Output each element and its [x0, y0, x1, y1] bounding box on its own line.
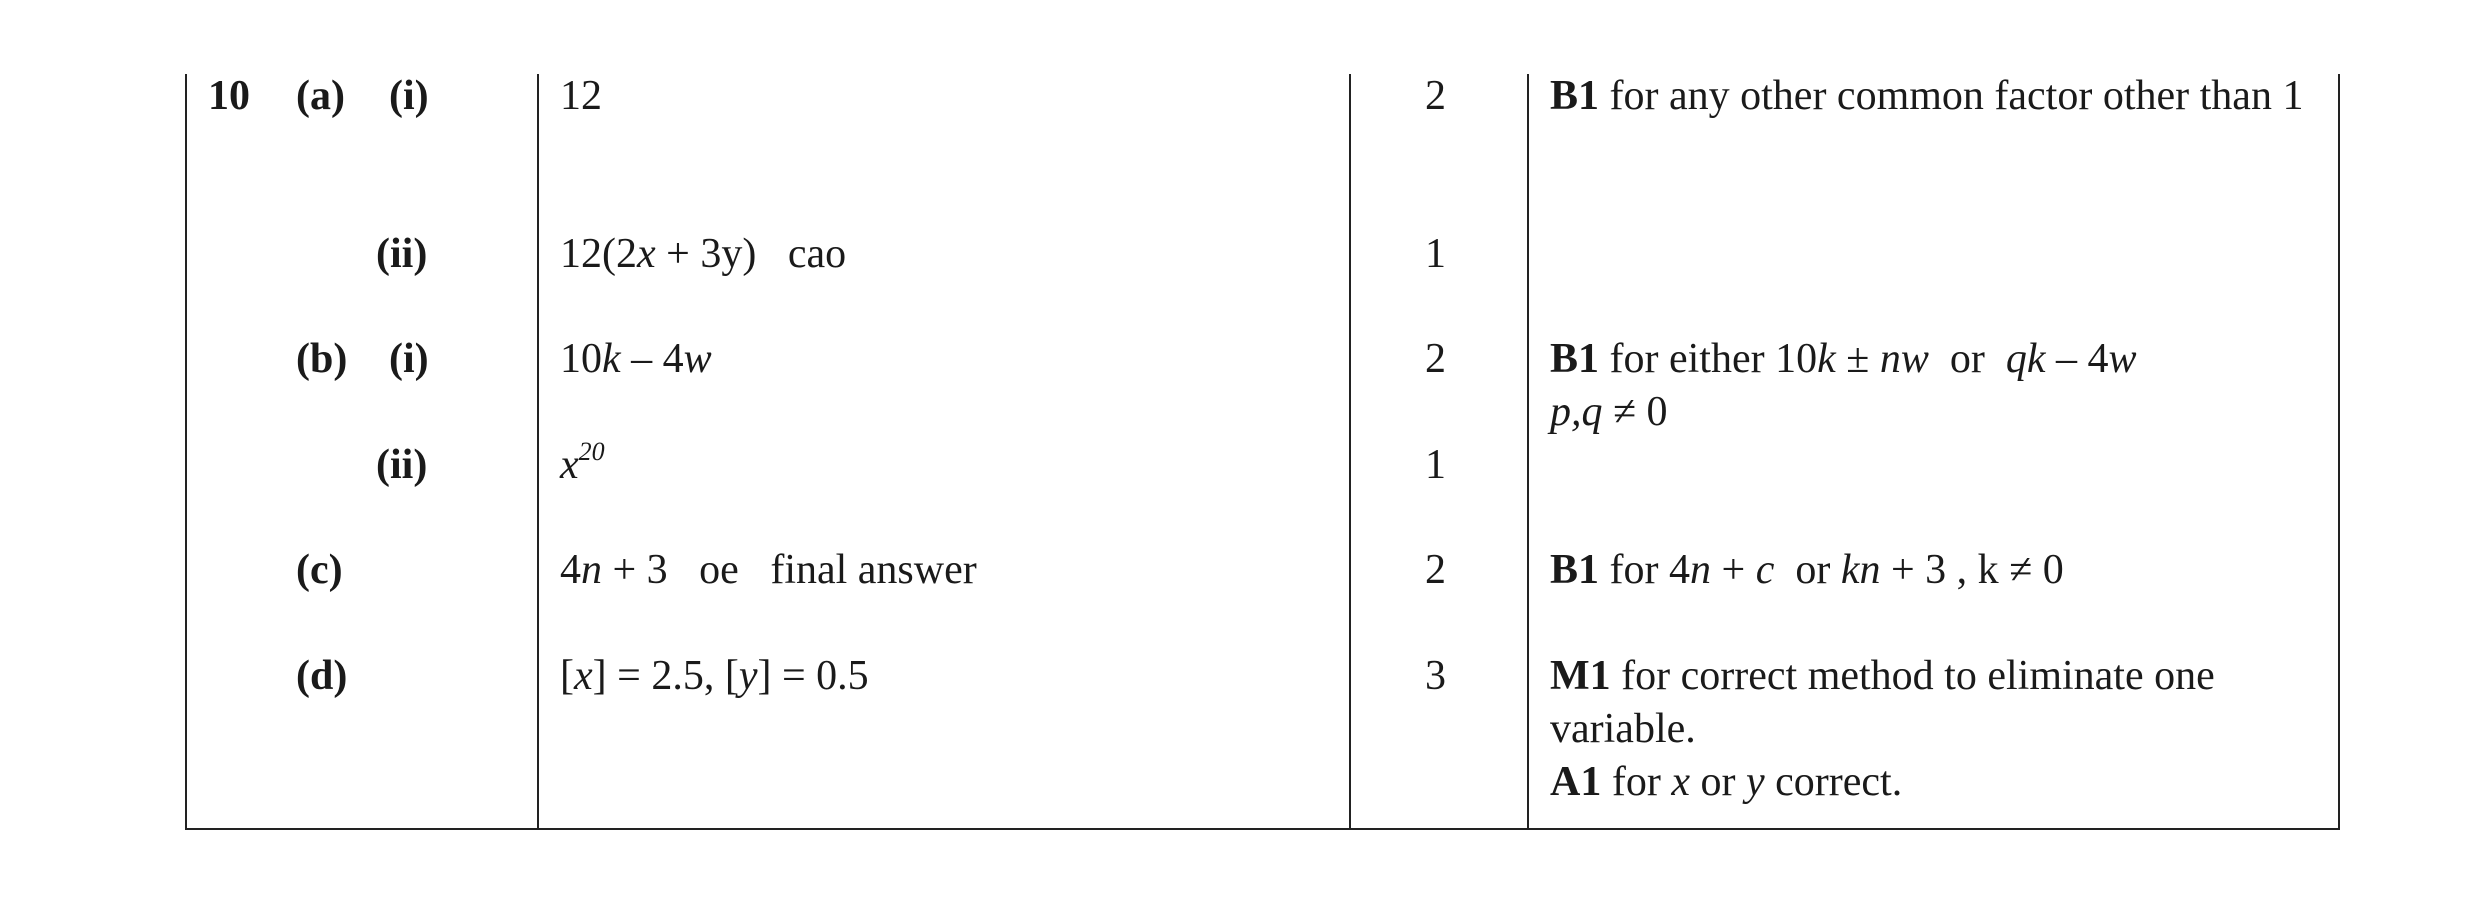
answer-text: 12(2x + 3y) cao: [560, 231, 847, 277]
column-divider: [537, 74, 539, 828]
question-number: 10: [208, 73, 250, 119]
answer-text: [x] = 2.5, [y] = 0.5: [560, 653, 869, 699]
guidance-note: B1 for either 10k ± nw or qk – 4w: [1550, 336, 2137, 382]
subpart-label: (ii): [376, 231, 428, 277]
mark-value: 3: [1425, 653, 1446, 699]
guidance-note: A1 for x or y correct.: [1550, 759, 1903, 805]
answer-text: $x^{20}$: [560, 437, 605, 488]
part-label: (d): [296, 653, 348, 699]
guidance-note: B1 for 4n + c or kn + 3 , k ≠ 0: [1550, 547, 2064, 593]
subpart-label: (i): [389, 73, 429, 119]
part-label: (a): [296, 73, 345, 119]
answer-text: 10k – 4w: [560, 336, 712, 382]
answer-text: 4n + 3 oe final answer: [560, 547, 977, 593]
part-label: (c): [296, 547, 343, 593]
column-divider: [1349, 74, 1351, 828]
guidance-note: B1 for any other common factor other than 1: [1550, 73, 2304, 119]
mark-value: 2: [1425, 547, 1446, 593]
guidance-note-continued: variable.: [1550, 706, 1696, 752]
subpart-label: (i): [389, 336, 429, 382]
mark-value: 2: [1425, 73, 1446, 119]
column-divider: [1527, 74, 1529, 828]
part-label: (b): [296, 336, 348, 382]
subpart-label: (ii): [376, 442, 428, 488]
mark-value: 1: [1425, 231, 1446, 277]
guidance-note: M1 for correct method to eliminate one: [1550, 653, 2215, 699]
mark-value: 1: [1425, 442, 1446, 488]
answer-text: 12: [560, 73, 602, 119]
mark-value: 2: [1425, 336, 1446, 382]
guidance-condition: p,q ≠ 0: [1550, 389, 1668, 435]
mark-scheme-table: [185, 74, 2340, 830]
